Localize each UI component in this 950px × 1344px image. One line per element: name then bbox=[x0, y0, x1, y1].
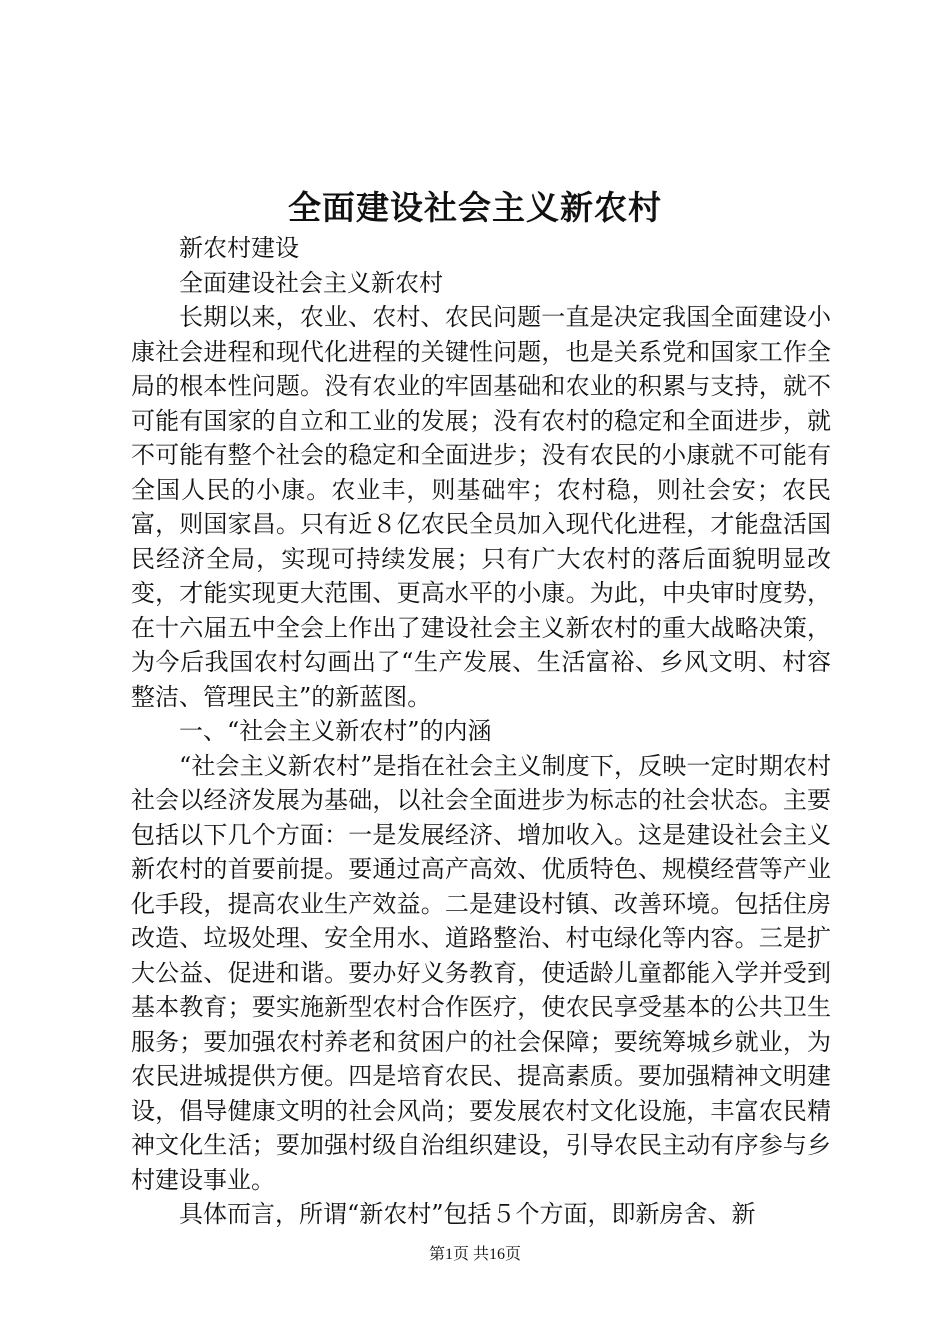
paragraph-subject: 新农村建设 bbox=[179, 234, 299, 262]
section-heading: 一、“社会主义新农村”的内涵 bbox=[179, 717, 492, 745]
document-body bbox=[131, 231, 831, 1232]
paragraph-connotation: “社会主义新农村”是指在社会主义制度下，反映一定时期农村社会以经济发展为基础，以社会全面进步为标志的社会状态。主要包括以下几个方面：一是发展经济、增加收入。这是建设社会主义新农村的首要前提。要通过高产高效、优质特色、规模经营等产业化手段，提高农业生产效益。二是建设村镇、改善环境。包括住房改造、垃圾处理、安全用水、道路整治、村屯绿化等内容。三是扩大公益、促进和谐。要办好义务教育，使适龄儿童都能入学并受到基本教育；要实施新型农村合作医疗，使农民享受基本的公共卫生服务；要加强农村养老和贫困户的社会保障；要统筹城乡就业，为农民进城提供方便。四是培育农民、提高素质。要加强精神文明建设，倡导健康文明的社会风尚；要发展农村文化设施，丰富农民精神文化生活；要加强村级自治组织建设，引导农民主动有序参与乡村建设事业。 bbox=[131, 751, 831, 1194]
page-footer: 第1页 共16页 bbox=[428, 1246, 521, 1263]
paragraph-specifics: 具体而言，所谓“新农村”包括５个方面，即新房舍、新 bbox=[179, 1200, 756, 1228]
paragraph-subtitle: 全面建设社会主义新农村 bbox=[179, 268, 443, 297]
paragraph-intro: 长期以来，农业、农村、农民问题一直是决定我国全面建设小康社会进程和现代化进程的关键性问题，也是关系党和国家工作全局的根本性问题。没有农业的牢固基础和农业的积累与支持，就不可能有国家的自立和工业的发展；没有农村的稳定和全面进步，就不可能有整个社会的稳定和全面进步；没有农民的小康就不可能有全国人民的小康。农业丰，则基础牢；农村稳，则社会安；农民富，则国家昌。只有近８亿农民全员加入现代化进程，才能盘活国民经济全局，实现可持续发展；只有广大农村的落后面貌明显改变，才能实现更大范围、更高水平的小康。为此，中央审时度势，在十六届五中全会上作出了建设社会主义新农村的重大战略决策，为今后我国农村勾画出了“生产发展、生活富裕、乡风文明、村容整洁、管理民主”的新蓝图。 bbox=[131, 303, 831, 711]
document-title: 全面建设社会主义新农村 bbox=[288, 188, 662, 227]
